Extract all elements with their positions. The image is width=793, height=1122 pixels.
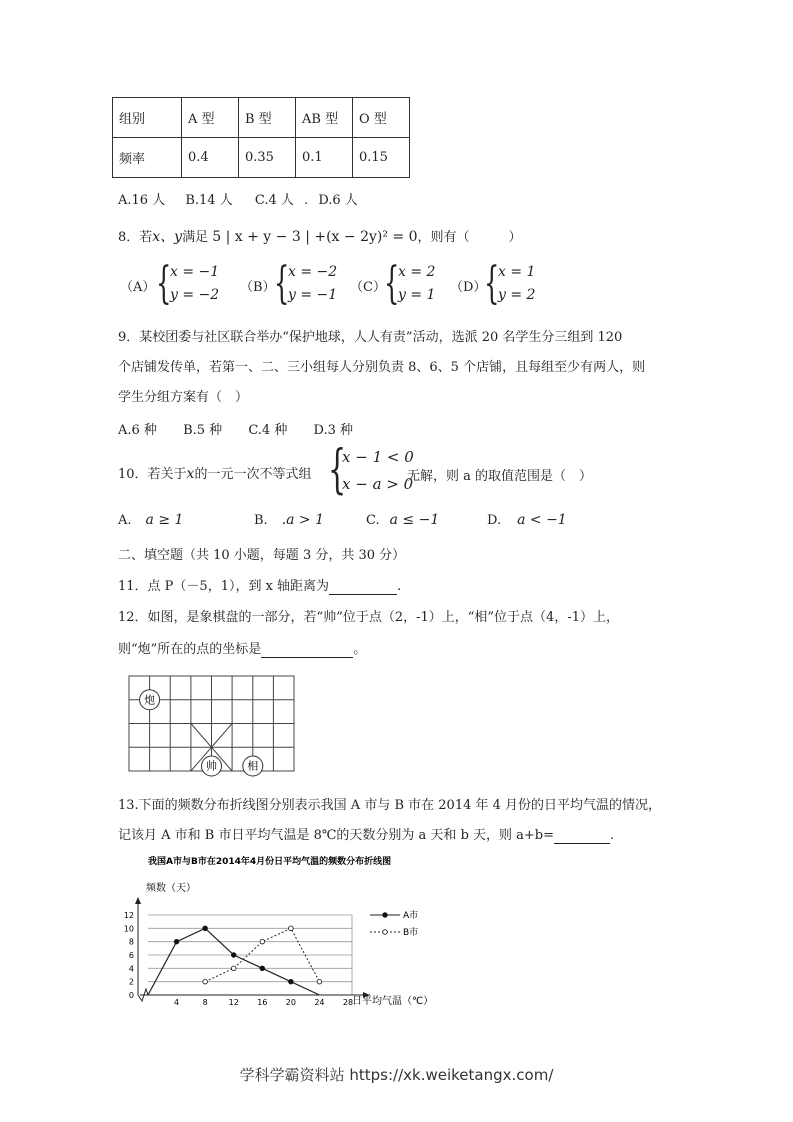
q10-option-d — [487, 512, 567, 528]
q13-pre: 记该月 A 市和 B 市日平均气温是 8℃的天数分别为 a 天和 b 天，则 a+b= — [118, 828, 555, 843]
q8-option-c-label: （C） — [350, 280, 386, 295]
table-cell: 0.4 — [182, 138, 239, 178]
q10-stem-pre — [118, 463, 311, 482]
q11-post: . — [397, 579, 402, 594]
option-b: B.14 人 — [185, 193, 233, 208]
eq-line: x = 1 — [498, 264, 536, 280]
option-d: D.3 种 — [313, 423, 353, 438]
series-line — [148, 928, 319, 995]
legend-marker — [383, 913, 388, 918]
brace-icon: { — [484, 258, 500, 309]
option-c: C.4 人 — [254, 193, 294, 208]
eq-line: x = −2 — [288, 264, 338, 280]
q8-stem-post: ，则有（ ） — [417, 230, 522, 245]
x-tick-label: 24 — [314, 998, 325, 1007]
q13-line2 — [118, 824, 614, 844]
q13-post: . — [610, 828, 615, 843]
y-tick-label: 12 — [123, 911, 134, 920]
q9-options — [118, 419, 353, 438]
table-row — [113, 138, 410, 178]
piece-minister: 相 — [247, 759, 259, 773]
option-expr: .a > 1 — [281, 512, 325, 528]
data-point — [203, 979, 208, 984]
eq-line: y = −2 — [170, 287, 220, 303]
ineq-line: x − 1 < 0 — [342, 448, 414, 466]
data-point — [231, 953, 236, 958]
data-point — [317, 979, 322, 984]
option-label: A. — [118, 513, 132, 528]
table-cell: 0.15 — [353, 138, 410, 178]
q8-option-b-label: （B） — [240, 280, 276, 295]
brace-icon: { — [274, 258, 290, 309]
eq-line: y = 2 — [498, 287, 536, 303]
q12-line1: 12．如图，是象棋盘的一部分，若“帅”位于点（2，-1）上，“相”位于点（4，-1）上， — [118, 610, 619, 625]
option-expr: a ≥ 1 — [145, 512, 184, 528]
data-point — [289, 926, 294, 931]
option-a: A.6 种 — [118, 423, 157, 438]
chart-ylabel: 频数（天） — [146, 883, 196, 894]
x-tick-label: 8 — [202, 998, 208, 1007]
data-point — [174, 939, 179, 944]
data-point — [203, 926, 208, 931]
piece-marshal: 帅 — [206, 759, 217, 773]
q10-pre: 10．若关于 — [118, 467, 187, 482]
y-tick-label: 0 — [128, 991, 134, 1000]
chart-ticks — [124, 911, 353, 1007]
data-point — [260, 939, 265, 944]
q8-option-d-label: （D） — [450, 280, 487, 295]
q10-option-b — [254, 512, 324, 528]
q10-var: x — [186, 466, 195, 482]
data-point — [260, 966, 265, 971]
x-tick-label: 28 — [342, 998, 354, 1007]
x-tick-label: 16 — [257, 998, 268, 1007]
q9-line2: 个店铺发传单，若第一、二、三小组每人分别负责 8、6、5 个店铺，且每组至少有两人，则 — [118, 360, 646, 375]
chart-legend — [370, 909, 418, 938]
eq-line: y = −1 — [288, 287, 338, 303]
table-cell: AB 型 — [296, 98, 353, 138]
piece-cannon: 炮 — [144, 693, 156, 707]
q10-mid: 的一元一次不等式组 — [194, 467, 312, 482]
data-point — [289, 979, 294, 984]
eq-line: y = 1 — [398, 287, 436, 303]
stray-dot: . — [304, 193, 309, 208]
y-tick-label: 10 — [123, 924, 134, 934]
x-tick-label: 20 — [285, 998, 296, 1007]
q8-equation: 5 | x + y − 3 | +(x − 2y)² = 0 — [212, 229, 418, 245]
q12-post: 。 — [353, 642, 367, 657]
table-cell: 频率 — [113, 138, 182, 178]
option-expr: a ≤ −1 — [389, 512, 440, 528]
y-tick-label: 6 — [128, 951, 134, 960]
q10-option-c — [366, 512, 439, 528]
ineq-line: x − a > 0 — [342, 475, 414, 493]
q8-option-a-label: （A） — [120, 280, 156, 295]
chess-board — [125, 672, 300, 782]
x-tick-label: 12 — [228, 998, 239, 1007]
option-b: B.5 种 — [183, 423, 223, 438]
q8-stem — [118, 226, 522, 246]
option-label: C. — [366, 513, 380, 528]
answer-blank[interactable] — [329, 579, 397, 595]
x-tick-label: 4 — [174, 998, 180, 1007]
chart-title: 我国A市与B市在2014年4月份日平均气温的频数分布折线图 — [148, 857, 392, 867]
q13-line1: 13.下面的频数分布折线图分别表示我国 A 市与 B 市在 2014 年 4 月份的日平均气温的情况， — [118, 798, 662, 813]
eq-line: x = 2 — [398, 264, 436, 280]
table-cell: 0.1 — [296, 138, 353, 178]
y-tick-label: 4 — [128, 964, 134, 974]
brace-icon: { — [156, 258, 172, 309]
table-cell: A 型 — [182, 98, 239, 138]
q8-stem-mid: 满足 — [182, 230, 209, 245]
chart-axes — [135, 897, 370, 1001]
q10-stem-post: 无解，则 a 的取值范围是（ ） — [407, 469, 593, 484]
q8-stem-pre: 8．若 — [118, 230, 153, 245]
q10-option-a — [118, 512, 183, 528]
q8-vars: x、y — [152, 229, 183, 245]
brace-icon: { — [328, 440, 347, 500]
q11 — [118, 575, 401, 595]
q7-options — [118, 189, 358, 208]
q12-pre: 则“炮”所在的点的坐标是 — [118, 642, 262, 657]
option-label: D. — [487, 513, 502, 528]
option-expr: a < −1 — [517, 512, 567, 528]
blood-type-table — [112, 97, 410, 178]
q9-line3: 学生分组方案有（ ） — [118, 390, 249, 405]
footer-watermark: 学科学霸资料站 https://xk.weiketangx.com/ — [239, 1066, 554, 1084]
legend-label: B市 — [403, 928, 419, 938]
legend-label: A市 — [403, 911, 419, 921]
q12-line2 — [118, 638, 366, 658]
chart-xlabel: 日平均气温（℃） — [352, 996, 434, 1007]
option-a: A.16 人 — [118, 193, 166, 208]
data-point — [231, 966, 236, 971]
q9-line1: 9．某校团委与社区联合举办“保护地球，人人有责”活动，选派 20 名学生分三组到 120 — [118, 330, 623, 345]
y-tick-label: 2 — [128, 977, 134, 987]
option-c: C.4 种 — [248, 423, 288, 438]
q11-pre: 11．点 P（－5，1），到 x 轴距离为 — [118, 579, 330, 594]
table-cell: 0.35 — [239, 138, 296, 178]
legend-marker — [383, 930, 388, 935]
y-axis-arrow — [135, 897, 141, 904]
table-row — [113, 98, 410, 138]
chart-series — [148, 926, 322, 995]
table-cell: O 型 — [353, 98, 410, 138]
option-label: B. — [254, 513, 268, 528]
answer-blank[interactable] — [554, 828, 610, 844]
eq-line: x = −1 — [170, 264, 220, 280]
table-cell: 组别 — [113, 98, 182, 138]
answer-blank[interactable] — [261, 642, 353, 658]
y-tick-label: 8 — [128, 937, 134, 947]
section-heading: 二、填空题（共 10 小题，每题 3 分，共 30 分） — [118, 548, 406, 563]
table-cell: B 型 — [239, 98, 296, 138]
frequency-line-chart — [110, 852, 455, 1012]
brace-icon: { — [384, 258, 400, 309]
option-d: D.6 人 — [318, 193, 358, 208]
